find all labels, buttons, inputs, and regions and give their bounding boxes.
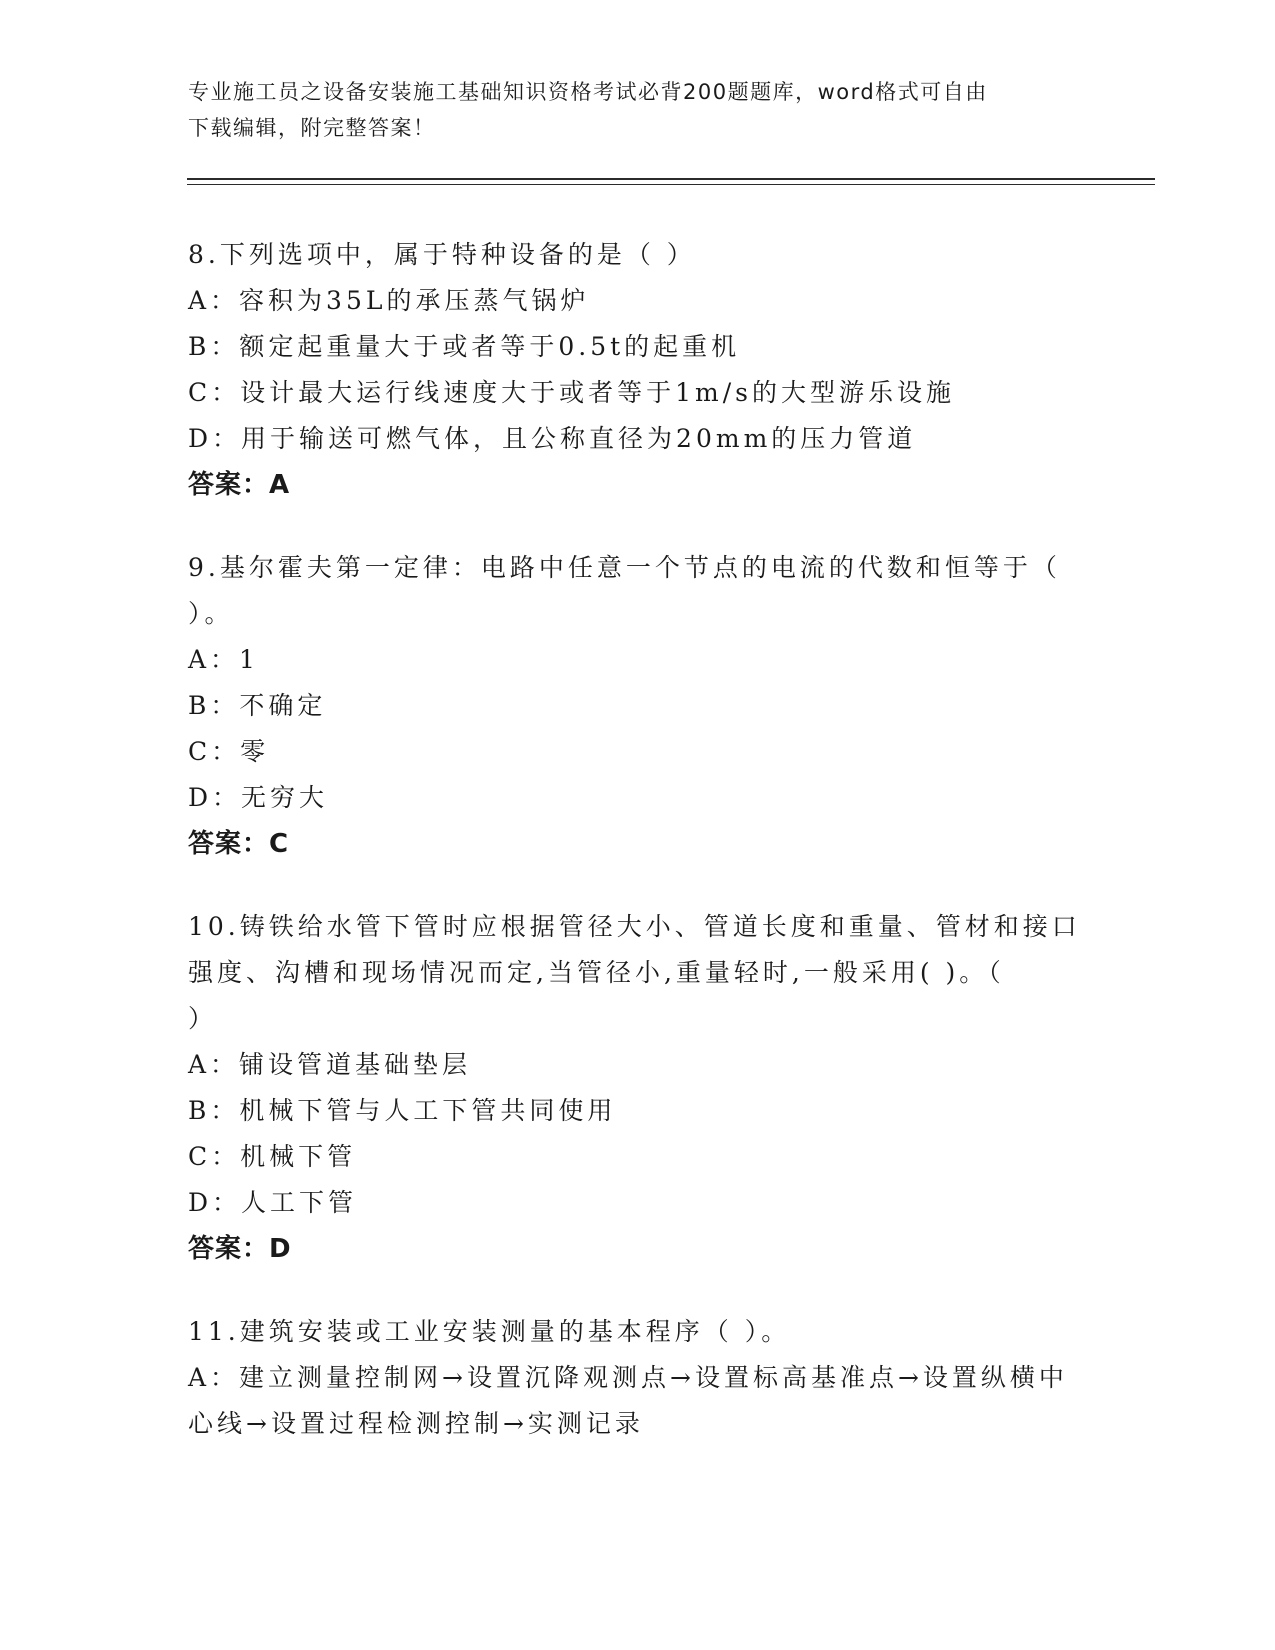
answer-value: C bbox=[269, 829, 290, 859]
option-line: 心线→设置过程检测控制→实测记录 bbox=[188, 1409, 644, 1438]
option-line: B：不确定 bbox=[188, 691, 327, 720]
option-line: B：额定起重量大于或者等于0.5t的起重机 bbox=[188, 332, 741, 361]
question-block bbox=[188, 1309, 1088, 1447]
question-block bbox=[188, 232, 1088, 508]
question-block bbox=[188, 545, 1088, 867]
option-line: C：机械下管 bbox=[188, 1142, 357, 1171]
option-line: D：用于输送可燃气体，且公称直径为20mm的压力管道 bbox=[188, 424, 917, 453]
question-stem-line: ）。 bbox=[188, 599, 234, 628]
question-stem-line: 9.基尔霍夫第一定律：电路中任意一个节点的电流的代数和恒等于（ bbox=[188, 553, 1061, 582]
question-stem-line: ） bbox=[188, 1004, 218, 1033]
option-line: D：无穷大 bbox=[188, 783, 329, 812]
answer-value: A bbox=[269, 470, 291, 500]
question-stem-line: 强度、沟槽和现场情况而定,当管径小,重量轻时,一般采用( )。（ bbox=[188, 958, 1005, 987]
answer-line bbox=[188, 821, 1088, 867]
question-block bbox=[188, 904, 1088, 1272]
answer-label: 答案： bbox=[188, 1234, 270, 1264]
option-line: C：零 bbox=[188, 737, 270, 766]
option-line: A：铺设管道基础垫层 bbox=[188, 1050, 472, 1079]
question-stem-line: 10.铸铁给水管下管时应根据管径大小、管道长度和重量、管材和接口 bbox=[188, 912, 1081, 941]
header-line-2: 下载编辑，附完整答案！ bbox=[188, 116, 436, 140]
option-line: A：建立测量控制网→设置沉降观测点→设置标高基准点→设置纵横中 bbox=[188, 1363, 1068, 1392]
answer-line bbox=[188, 462, 1088, 508]
answer-value: D bbox=[269, 1234, 292, 1264]
answer-label: 答案： bbox=[188, 829, 270, 859]
answer-label: 答案： bbox=[188, 470, 270, 500]
option-line: B：机械下管与人工下管共同使用 bbox=[188, 1096, 617, 1125]
document-header bbox=[188, 74, 1068, 146]
question-stem-line: 11.建筑安装或工业安装测量的基本程序（ ）。 bbox=[188, 1317, 791, 1346]
option-line: C：设计最大运行线速度大于或者等于1m/s的大型游乐设施 bbox=[188, 378, 955, 407]
question-stem-line: 8.下列选项中，属于特种设备的是（ ） bbox=[188, 240, 696, 269]
question-list bbox=[188, 232, 1088, 1484]
option-line: D：人工下管 bbox=[188, 1188, 358, 1217]
header-divider-thick bbox=[187, 178, 1155, 180]
answer-line bbox=[188, 1226, 1088, 1272]
option-line: A：1 bbox=[188, 645, 259, 674]
option-line: A：容积为35L的承压蒸气锅炉 bbox=[188, 286, 590, 315]
header-line-1: 专业施工员之设备安装施工基础知识资格考试必背200题题库，word格式可自由 bbox=[188, 80, 988, 104]
header-divider-thin bbox=[187, 184, 1155, 185]
